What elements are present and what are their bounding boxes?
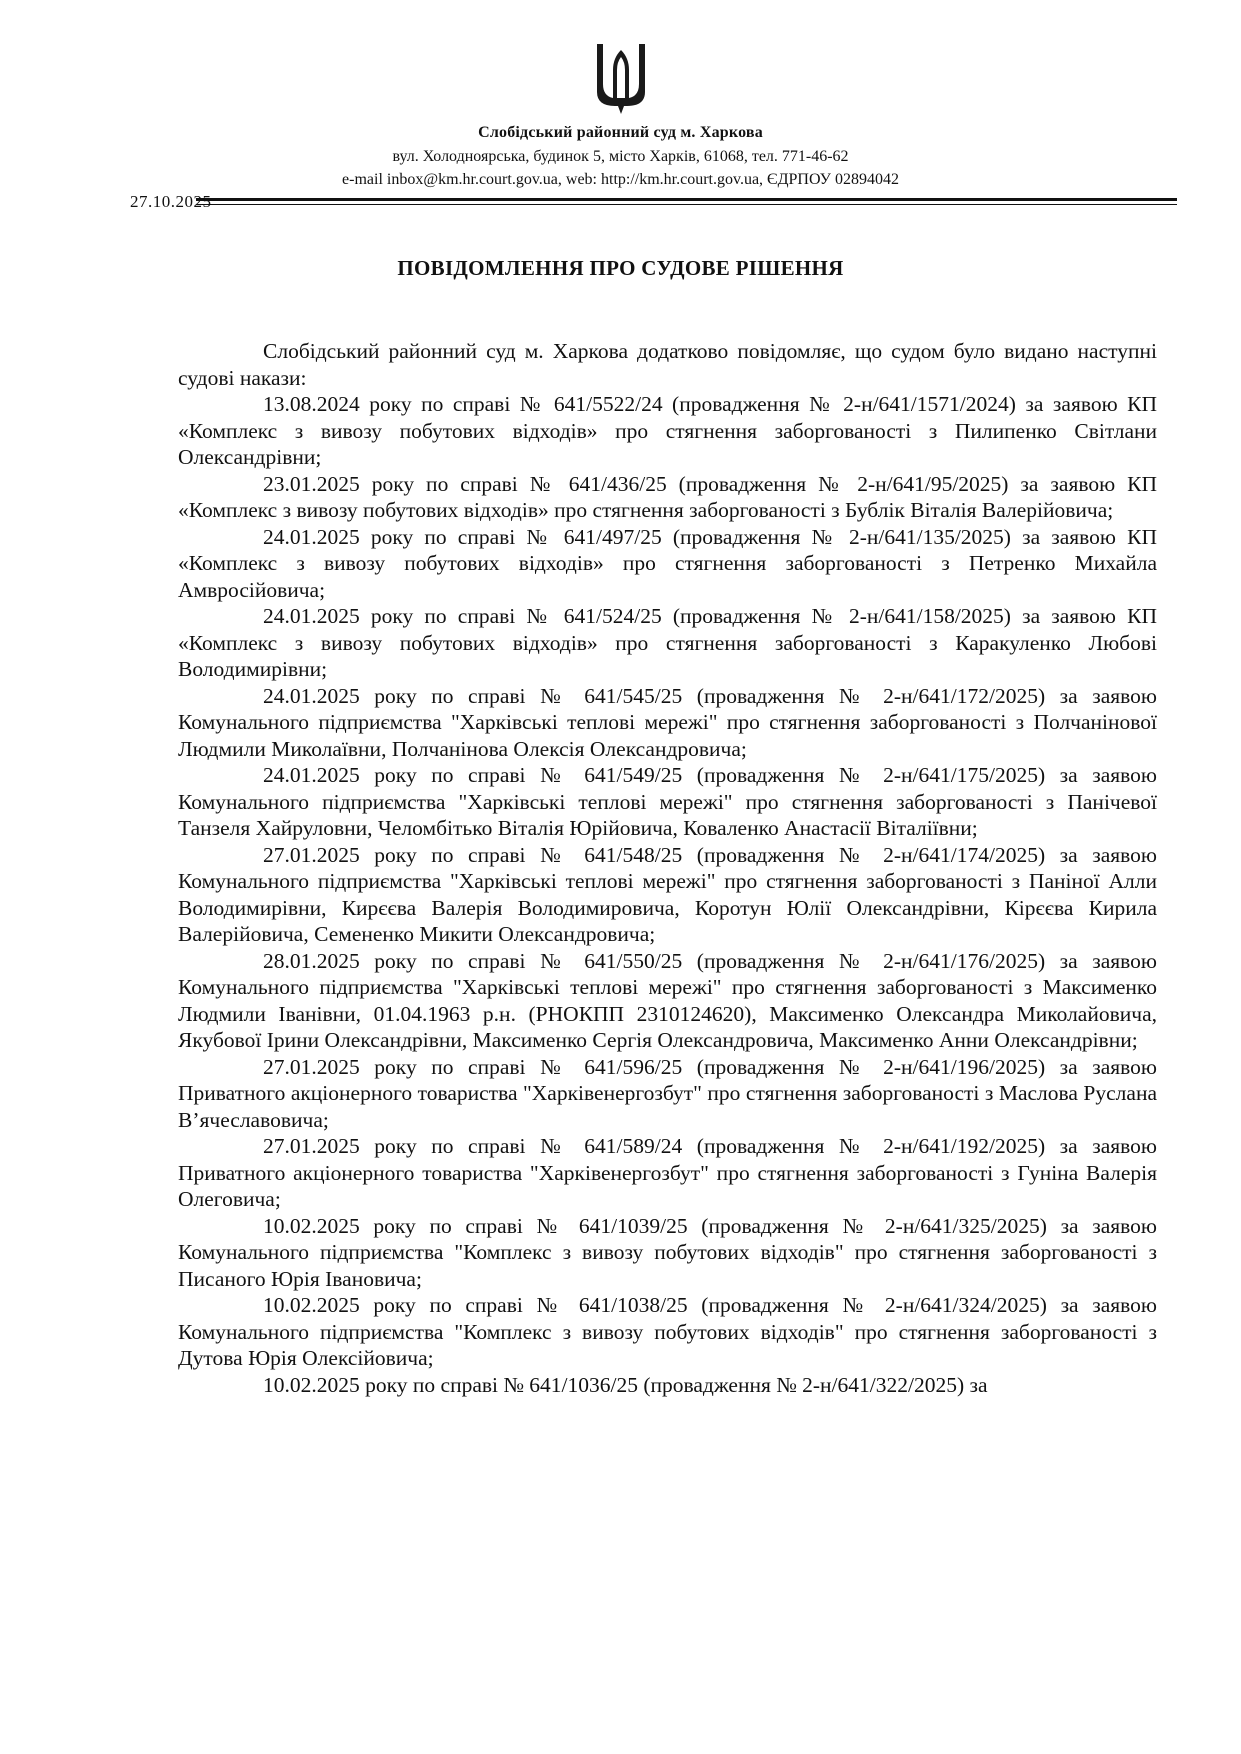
document-title: ПОВІДОМЛЕННЯ ПРО СУДОВЕ РІШЕННЯ (397, 256, 844, 280)
court-order-item: 28.01.2025 року по справі № 641/550/25 (провадження № 2-н/641/176/2025) за заявою Комунального підприємства "Харківські теплові мережі" про стягнення заборгованості з Максименко Людмили Іванівни, 01.04.1963 р.н. (РНОКПП 2310124620), Максименко Олександра Миколайовича, Якубової Ірини Олександрівни, Максименко Сергія Олександровича, Максименко Анни Олександрівни; (178, 948, 1157, 1052)
header-divider (196, 198, 1177, 201)
court-order-item: 27.01.2025 року по справі № 641/589/24 (провадження № 2-н/641/192/2025) за заявою Приватного акціонерного товариства "Харківенергозбут" про стягнення заборгованості з Гуніна Валерія Олеговича; (178, 1134, 1157, 1211)
document-body (178, 338, 1157, 1398)
court-order-item: 24.01.2025 року по справі № 641/545/25 (провадження № 2-н/641/172/2025) за заявою Комунального підприємства "Харківські теплові мережі" про стягнення заборгованості з Полчанінової Людмили Миколаївни, Полчанінова Олексія Олександровича; (178, 683, 1157, 761)
court-order-item: 13.08.2024 року по справі № 641/5522/24 (провадження № 2-н/641/1571/2024) за заявою КП «Комплекс з вивозу побутових відходів» про стягнення заборгованості з Пилипенко Світлани Олександрівни; (178, 392, 1157, 469)
court-name: Слобідський районний суд м. Харкова (478, 124, 763, 141)
intro-paragraph: Слобідський районний суд м. Харкова додатково повідомляє, що судом було видано наступні судові накази: (178, 339, 1157, 390)
court-order-item: 24.01.2025 року по справі № 641/497/25 (провадження № 2-н/641/135/2025) за заявою КП «Комплекс з вивозу побутових відходів» про стягнення заборгованості з Петренко Михайла Амвросійовича; (178, 524, 1157, 602)
document-date: 27.10.2025 (130, 192, 212, 211)
court-order-item: 23.01.2025 року по справі № 641/436/25 (провадження № 2-н/641/95/2025) за заявою КП «Комплекс з вивозу побутових відходів» про стягнення заборгованості з Бублік Віталія Валерійовича; (178, 471, 1157, 522)
court-order-item: 10.02.2025 року по справі № 641/1036/25 (провадження № 2-н/641/322/2025) за (263, 1372, 988, 1397)
court-order-item: 27.01.2025 року по справі № 641/548/25 (провадження № 2-н/641/174/2025) за заявою Комунального підприємства "Харківські теплові мережі" про стягнення заборгованості з Паніної Алли Володимирівни, Кирєєва Валерія Володимировича, Коротун Юлії Олександрівни, Кірєєва Кирила Валерійовича, Семененко Микити Олександровича; (178, 842, 1157, 946)
court-order-item: 10.02.2025 року по справі № 641/1038/25 (провадження № 2-н/641/324/2025) за заявою Комунального підприємства "Комплекс з вивозу побутових відходів" про стягнення заборгованості з Дутова Юрія Олексійовича; (178, 1293, 1157, 1370)
header-divider-thin (196, 204, 1177, 205)
court-order-item: 10.02.2025 року по справі № 641/1039/25 (провадження № 2-н/641/325/2025) за заявою Комунального підприємства "Комплекс з вивозу побутових відходів" про стягнення заборгованості з Писаного Юрія Івановича; (178, 1213, 1157, 1291)
court-contacts: e-mail inbox@km.hr.court.gov.ua, web: http://km.hr.court.gov.ua, ЄДРПОУ 02894042 (342, 171, 899, 188)
court-order-item: 27.01.2025 року по справі № 641/596/25 (провадження № 2-н/641/196/2025) за заявою Приватного акціонерного товариства "Харківенергозбут" про стягнення заборгованості з Маслова Руслана В’ячеславовича; (178, 1054, 1157, 1132)
ukraine-trident-icon (591, 40, 651, 118)
court-address: вул. Холодноярська, будинок 5, місто Харків, 61068, тел. 771-46-62 (392, 148, 849, 165)
court-order-item: 24.01.2025 року по справі № 641/549/25 (провадження № 2-н/641/175/2025) за заявою Комунального підприємства "Харківські теплові мережі" про стягнення заборгованості з Панічевої Танзеля Хайруловни, Челомбітько Віталія Юрійовича, Коваленко Анастасії Віталіївни; (178, 763, 1157, 840)
court-order-item: 24.01.2025 року по справі № 641/524/25 (провадження № 2-н/641/158/2025) за заявою КП «Комплекс з вивозу побутових відходів» про стягнення заборгованості з Каракуленко Любові Володимирівни; (178, 604, 1157, 681)
